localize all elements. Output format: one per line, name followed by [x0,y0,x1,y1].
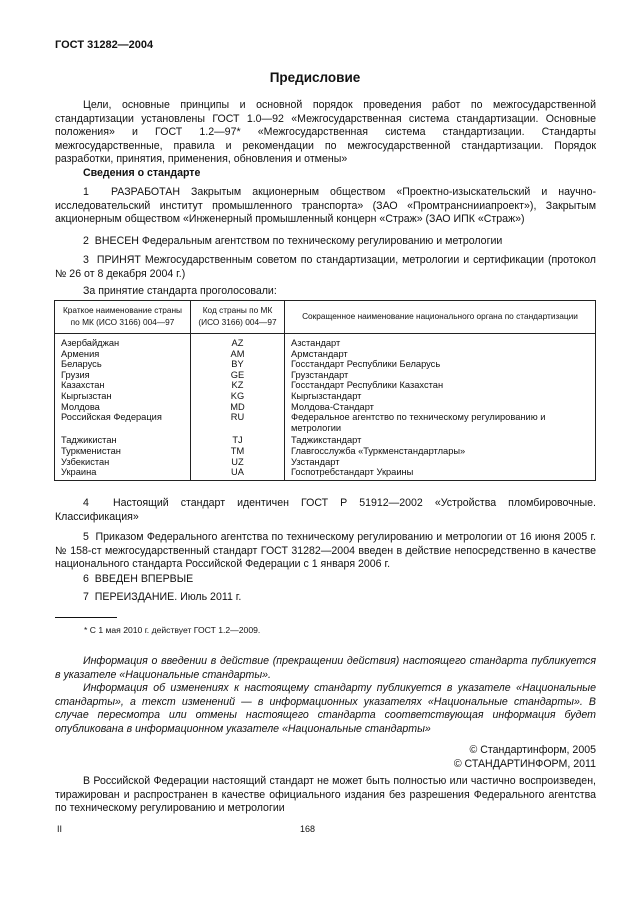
item-text: ВВЕДЕН ВПЕРВЫЕ [94,573,194,585]
item-text: ВНЕСЕН Федеральным агентством по техническому регулированию и метрологии [94,235,503,247]
document-id-header: ГОСТ 31282—2004 [55,39,154,51]
info-paragraph-2: Информация об изменениях к настоящему стандарту публикуется в указателе «Национальные стандарты», а текст изменений — в информационных указателях «Национальные стандарты». В случае пересмотра или отмены настоящего стандарта соответствующая информация будет опубликована в информационном указателе «Национальные стандарты» [55,682,596,735]
code-cell: AZ [191,334,285,349]
code-cell: GE [191,370,285,381]
country-cell: Украина [55,467,191,480]
roman-page-number: II [57,824,63,834]
table-row [55,359,596,370]
item-text: Настоящий стандарт идентичен ГОСТ Р 51912—2002 «Устройства пломбировочные. Классификация» [55,497,596,523]
page-title: Предисловие [269,70,361,85]
code-cell: KZ [191,380,285,391]
body-cell: Молдова-Стандарт [285,402,596,413]
item-number: 5 [83,531,89,543]
code-cell: TJ [191,435,285,446]
body-cell: Азстандарт [285,334,596,349]
country-cell: Казахстан [55,380,191,391]
footnote: * С 1 мая 2010 г. действует ГОСТ 1.2—2009. [84,625,261,635]
item-text: Приказом Федерального агентства по техническому регулированию и метрологии от 16 июня 2005 г. № 158-ст межгосударственный стандарт ГОСТ 31282—2004 введен в действие непосредственно в качестве национального стандарта Российской Федерации с 1 января 2006 г. [55,531,596,570]
item-number: 7 [83,591,89,603]
info-paragraph-1: Информация о введении в действие (прекращении действия) настоящего стандарта публикуется в указателе «Национальные стандарты». [55,655,596,681]
code-cell: UA [191,467,285,480]
page-number: 168 [300,824,316,834]
table-row [55,402,596,413]
table-row [55,380,596,391]
item-2 [55,235,596,249]
column-header-country: Краткое наименование страны по МК (ИСО 3166) 004—97 [55,301,191,334]
item-number: 4 [83,497,89,509]
column-header-body: Сокращенное наименование национального органа по стандартизации [285,301,596,334]
country-cell: Азербайджан [55,334,191,349]
country-cell: Туркменистан [55,446,191,457]
table-header-row [55,301,596,334]
voting-table [54,300,596,481]
table-row [55,391,596,402]
body-cell: Таджикстандарт [285,435,596,446]
item-text: ПЕРЕИЗДАНИЕ. Июль 2011 г. [94,591,242,603]
item-number: 1 [83,186,89,198]
item-5 [55,531,596,572]
copyright-2005: © Стандартинформ, 2005 [469,744,596,756]
country-cell: Беларусь [55,359,191,370]
body-cell: Госстандарт Республики Казахстан [285,380,596,391]
item-number: 6 [83,573,89,585]
body-cell: Госпотребстандарт Украины [285,467,596,480]
item-4 [55,497,596,524]
copyright-2011: © СТАНДАРТИНФОРМ, 2011 [453,758,596,770]
code-cell: MD [191,402,285,413]
footnote-divider [55,617,117,618]
item-6 [55,573,596,587]
rights-notice: В Российской Федерации настоящий стандарт не может быть полностью или частично воспроизведен, тиражирован и распространен в качестве официального издания без разрешения Федерального агентства по техническому регулированию и метрологии [55,775,596,814]
body-cell: Федеральное агентство по техническому регулированию и метрологии [285,412,596,435]
body-cell: Армстандарт [285,349,596,360]
country-cell: Российская Федерация [55,412,191,435]
country-cell: Кыргызстан [55,391,191,402]
item-number: 3 [83,254,89,266]
body-cell: Главгосслужба «Туркменстандартлары» [285,446,596,457]
table-row [55,467,596,480]
table-row [55,457,596,468]
table-row [55,435,596,446]
code-cell: UZ [191,457,285,468]
country-cell: Узбекистан [55,457,191,468]
code-cell: KG [191,391,285,402]
item-7 [55,591,596,605]
table-row [55,370,596,381]
table-row [55,349,596,360]
body-cell: Узстандарт [285,457,596,468]
section-heading: Сведения о стандарте [83,167,201,179]
country-cell: Грузия [55,370,191,381]
country-cell: Таджикистан [55,435,191,446]
code-cell: AM [191,349,285,360]
column-header-code: Код страны по МК (ИСО 3166) 004—97 [191,301,285,334]
body-cell: Кыргызстандарт [285,391,596,402]
body-cell: Госстандарт Республики Беларусь [285,359,596,370]
table-row [55,334,596,349]
item-text: ПРИНЯТ Межгосударственным советом по стандартизации, метрологии и сертификации (протокол № 26 от 8 декабря 2004 г.) [55,254,596,280]
intro-paragraph: Цели, основные принципы и основной порядок проведения работ по межгосударственной стандартизации установлены ГОСТ 1.0—92 «Межгосударственная система стандартизации. Основные положения» и ГОСТ 1.2—97* «Межгосударственная система стандартизации. Стандарты межгосударственные, правила и рекомендации по межгосударственной стандартизации. Порядок разработки, принятия, применения, обновления и отмены» [55,99,596,165]
table-row [55,446,596,457]
country-cell: Армения [55,349,191,360]
item-number: 2 [83,235,89,247]
code-cell: BY [191,359,285,370]
item-3 [55,254,596,281]
code-cell: TM [191,446,285,457]
item-text: РАЗРАБОТАН Закрытым акционерным обществом «Проектно-изыскательский и научно-исследовательский институт промышленного транспорта» (ЗАО «Промтранснииапроект»), Закрытым акционерным обществом «Инженерный промышленный концерн «Страж» (ЗАО ИПК «Страж») [55,186,596,225]
table-row [55,412,596,435]
item-1 [55,186,596,227]
code-cell: RU [191,412,285,435]
country-cell: Молдова [55,402,191,413]
body-cell: Грузстандарт [285,370,596,381]
vote-intro: За принятие стандарта проголосовали: [83,285,277,297]
